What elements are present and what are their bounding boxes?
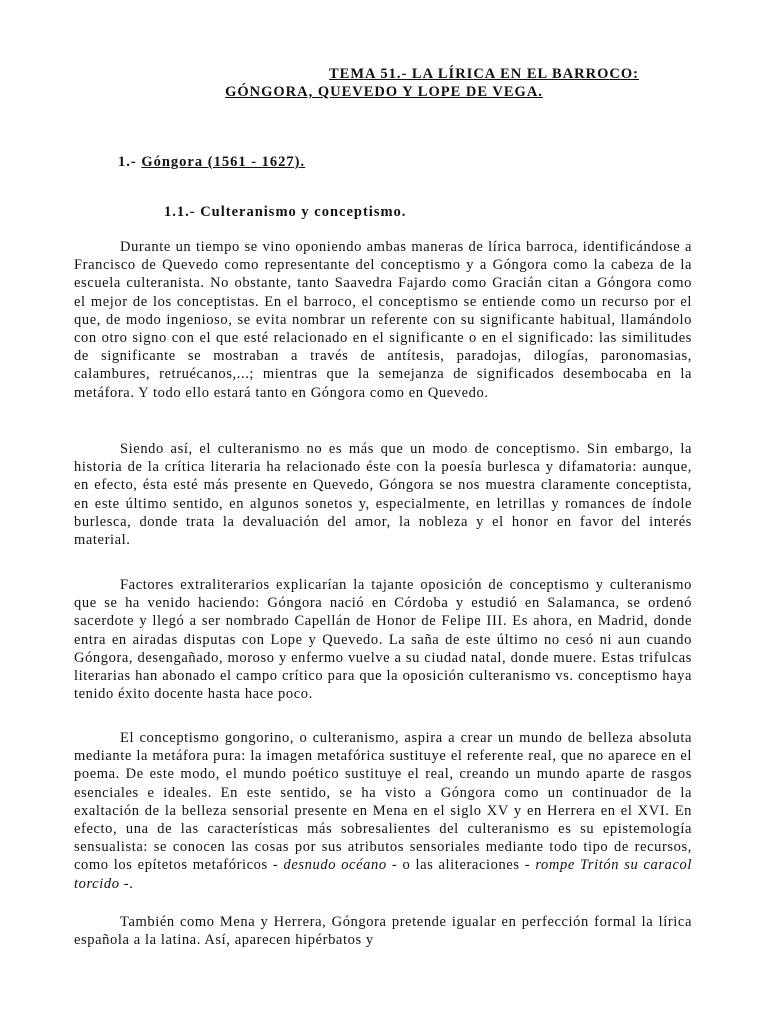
- paragraph-4-text: El conceptismo gongorino, o culteranismo, aspira a crear un mundo de belleza absoluta mediante la metáfora pura: la imagen metafórica sustituye el referente real, que no aparece en el poema. De este modo, el mundo poético sustituye el real, creando un mundo aparte de rasgos esenciales e ideales. En este sentido, se ha visto a Góngora como un continuador de la exaltación de la belleza sensorial presente en Mena en el siglo XV y en Herrera en el XVI. En efecto, una de las características más sobresalientes del culteranismo es su epistemología sensualista: se conocen las cosas por sus atributos sensoriales mediante todo tipo de recursos, como los epítetos metafóricos -: [74, 730, 692, 874]
- section-title: Góngora (1561 - 1627).: [141, 154, 306, 170]
- paragraph-4: [74, 729, 692, 893]
- quote-rompe-triton: rompe Tritón su caracol torcido: [74, 857, 692, 892]
- paragraph-5: También como Mena y Herrera, Góngora pretende igualar en perfección formal la lírica española a la latina. Así, aparecen hipérbatos y: [74, 914, 692, 949]
- document-title-line-2: GÓNGORA, QUEVEDO Y LOPE DE VEGA.: [225, 84, 543, 100]
- paragraph-4-text-mid: - o las aliteraciones -: [386, 857, 536, 874]
- section-number: 1.-: [118, 154, 137, 170]
- paragraph-1: Durante un tiempo se vino oponiendo ambas maneras de lírica barroca, identificándose a Francisco de Quevedo como representante del conceptismo y a Góngora como la cabeza de la escuela culteranista. No obstante, tanto Saavedra Fajardo como Gracián citan a Góngora como el mejor de los conceptistas. En el barroco, el conceptismo se entiende como un recurso por el que, de modo ingenioso, se evita nombrar un referente con su significante habitual, llamándolo con otro signo con el que esté relacionado en el significante o en el significado: las similitudes de significante se mostraban a través de antítesis, paradojas, dilogías, paronomasias, calambures, retruécanos,...; mientras que la semejanza de significados desembocaba en la metáfora. Y todo ello estará tanto en Góngora como en Quevedo.: [74, 239, 692, 401]
- subsection-heading: 1.1.- Culteranismo y conceptismo.: [164, 204, 407, 220]
- paragraph-4-text-end: -.: [119, 875, 134, 892]
- paragraph-3: Factores extraliterarios explicarían la tajante oposición de conceptismo y culteranismo que se ha venido haciendo: Góngora nació en Córdoba y estudió en Salamanca, se ordenó sacerdote y llegó a ser nombrado Capellán de Honor de Felipe III. Es ahora, en Madrid, donde entra en airadas disputas con Lope y Quevedo. La saña de este último no cesó ni aun cuando Góngora, desengañado, moroso y enfermo vuelve a su ciudad natal, donde muere. Estas trifulcas literarias han abonado el campo crítico para que la oposición culteranismo vs. conceptismo haya tenido éxito docente hasta hace poco.: [74, 577, 692, 703]
- section-heading: [118, 154, 305, 171]
- paragraph-2: Siendo así, el culteranismo no es más que un modo de conceptismo. Sin embargo, la historia de la crítica literaria ha relacionado éste con la poesía burlesca y difamatoria: aunque, en efecto, ésta esté más presente en Quevedo, Góngora se nos muestra claramente conceptista, en este último sentido, en algunos sonetos y, especialmente, en letrillas y romances de índole burlesca, donde trata la devaluación del amor, la nobleza y el honor en favor del interés material.: [74, 441, 692, 549]
- quote-desnudo-oceano: desnudo océano: [283, 857, 387, 874]
- document-title-line-1: TEMA 51.- LA LÍRICA EN EL BARROCO:: [329, 66, 639, 82]
